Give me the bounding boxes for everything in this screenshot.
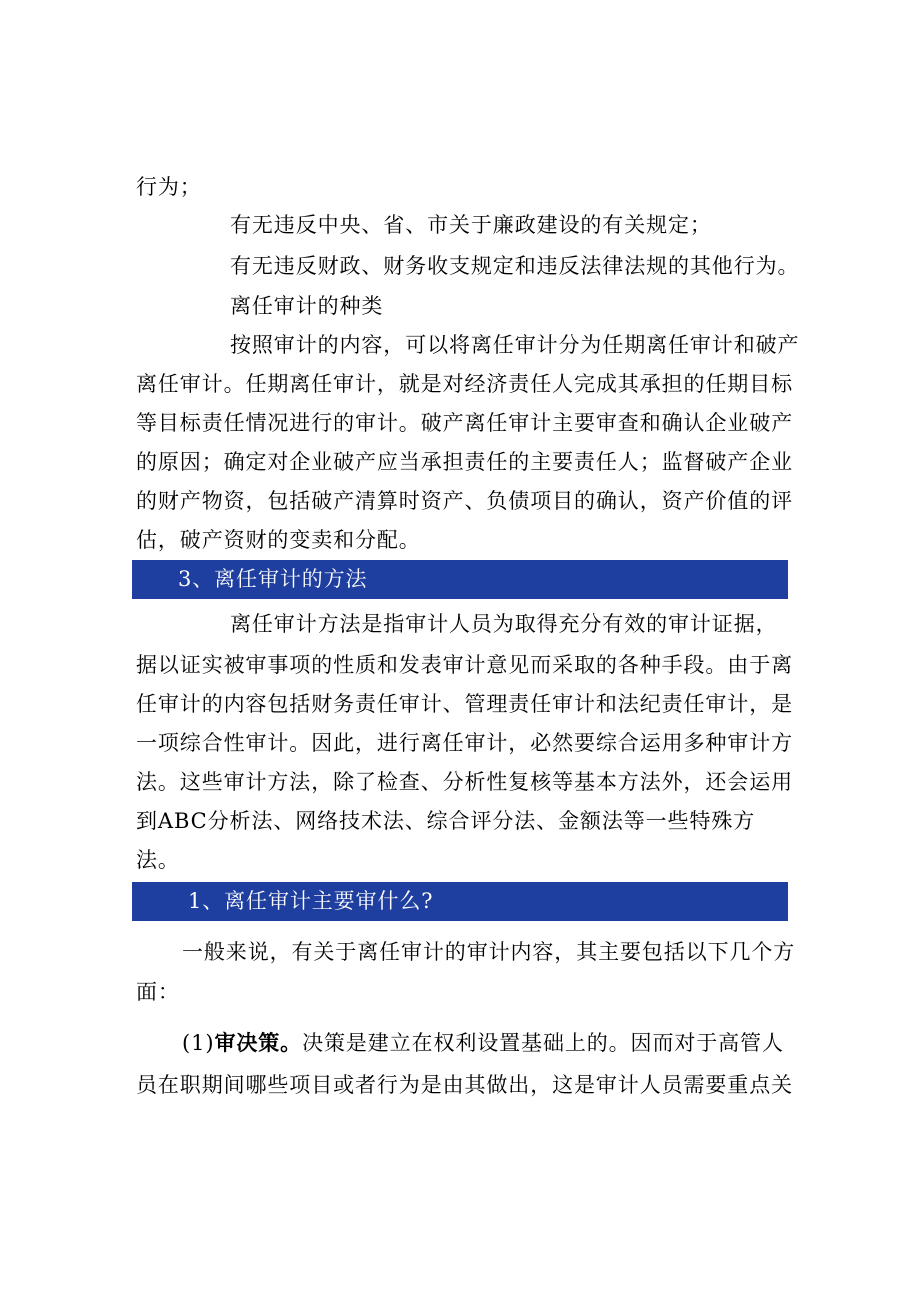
list-item-text: 决策是建立在权利设置基础上的。因而对于高管人 <box>302 1031 784 1055</box>
section-heading: 3、离任审计的方法 <box>178 567 368 591</box>
text-line: 行为； <box>136 175 202 199</box>
text-line: 按照审计的内容，可以将离任审计分为任期离任审计和破产 <box>230 333 800 357</box>
section-subtitle: 离任审计的种类 <box>230 294 384 318</box>
text-line: 法。 <box>136 848 180 872</box>
text-line: 的财产物资，包括破产清算时资产、负债项目的确认，资产价值的评 <box>136 489 793 513</box>
text-line: 面： <box>136 980 180 1004</box>
text-line: 据以证实被审事项的性质和发表审计意见而采取的各种手段。由于离 <box>136 653 793 677</box>
text-line: 一般来说，有关于离任审计的审计内容，其主要包括以下几个方 <box>182 940 796 964</box>
text-line: 离任审计方法是指审计人员为取得充分有效的审计证据， <box>230 612 778 636</box>
list-item-number: (1) <box>182 1031 215 1055</box>
text-line: 的原因；确定对企业破产应当承担责任的主要责任人；监督破产企业 <box>136 450 793 474</box>
text-line: 有无违反财政、财务收支规定和违反法律法规的其他行为。 <box>230 254 800 278</box>
text-line: 法。这些审计方法，除了检查、分析性复核等基本方法外，还会运用 <box>136 770 793 794</box>
text-line: 估，破产资财的变卖和分配。 <box>136 528 421 552</box>
text-line: 任审计的内容包括财务责任审计、管理责任审计和法纪责任审计，是 <box>136 692 793 716</box>
section-heading: 1、离任审计主要审什么? <box>188 889 434 913</box>
list-item-title: 审决策。 <box>214 1030 303 1055</box>
text-line: 一项综合性审计。因此，进行离任审计，必然要综合运用多种审计方 <box>136 731 793 755</box>
text-line: 离任审计。任期离任审计，就是对经济责任人完成其承担的任期目标 <box>136 372 793 396</box>
text-line: 有无违反中央、省、市关于廉政建设的有关规定； <box>230 213 712 237</box>
text-line: 等目标责任情况进行的审计。破产离任审计主要审查和确认企业破产 <box>136 411 793 435</box>
list-item <box>182 1029 784 1057</box>
text-line: 到ABC分析法、网络技术法、综合评分法、金额法等一些特殊方 <box>136 809 756 833</box>
text-line: 员在职期间哪些项目或者行为是由其做出，这是审计人员需要重点关 <box>136 1073 793 1097</box>
